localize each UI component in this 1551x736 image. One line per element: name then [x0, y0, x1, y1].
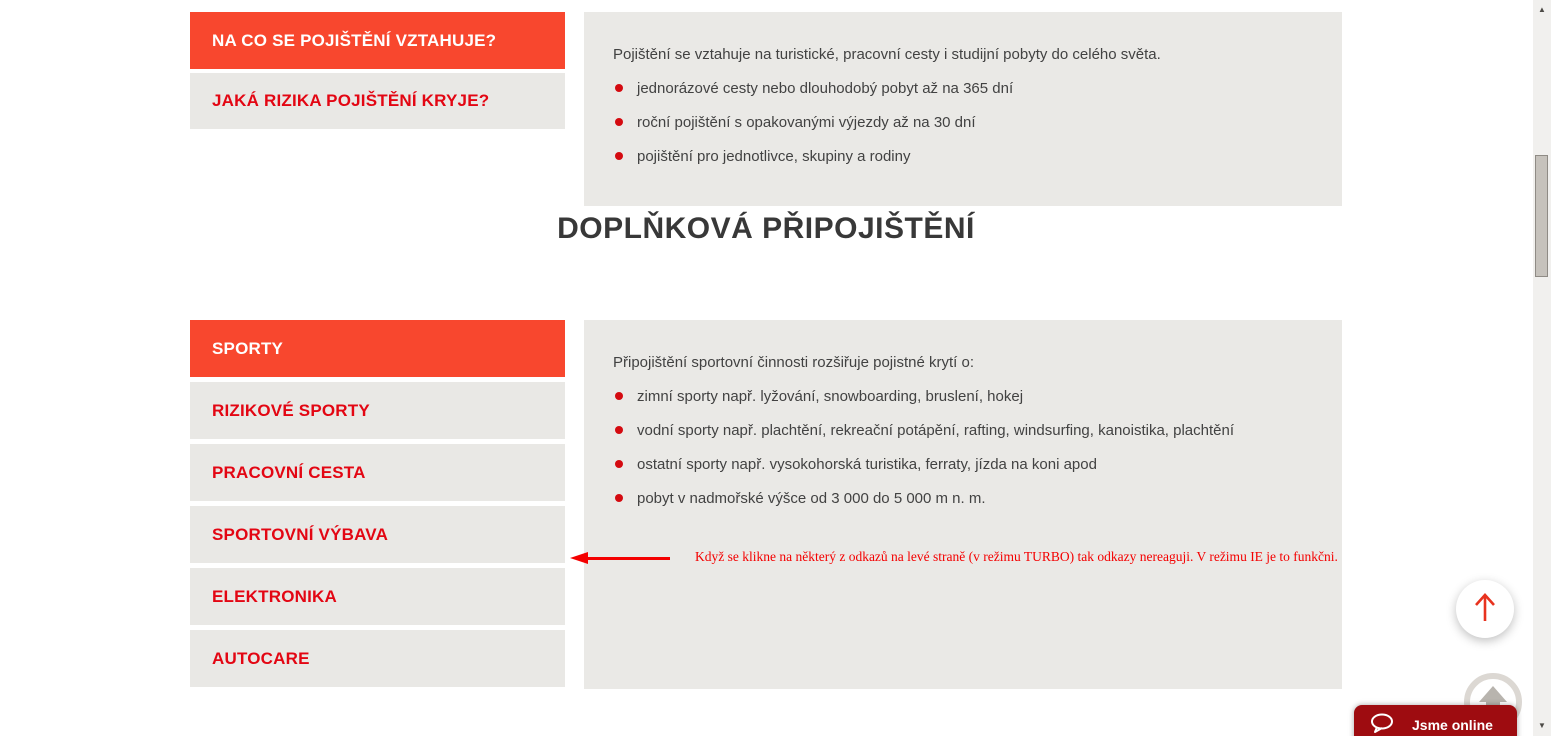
tab-sportovni-vybava[interactable]: [190, 506, 565, 563]
top-content-panel: [584, 12, 1342, 206]
list-item-text: roční pojištění s opakovanými výjezdy až na 30 dní: [637, 113, 976, 131]
scroll-to-top-button[interactable]: [1456, 580, 1514, 638]
scrollbar[interactable]: [1533, 0, 1551, 736]
arrow-up-icon: [1472, 590, 1498, 629]
bullet-icon: [615, 118, 623, 126]
tab-elektronika[interactable]: [190, 568, 565, 625]
qa-annotation: [570, 549, 1338, 565]
tab-rizikove-sporty[interactable]: [190, 382, 565, 439]
bullet-icon: [615, 494, 623, 502]
tab-jaka-rizika-pojisteni-kryje[interactable]: [190, 73, 565, 129]
bullet-icon: [615, 392, 623, 400]
bullet-icon: [615, 84, 623, 92]
list-item: [613, 481, 1312, 515]
bullet-icon: [615, 152, 623, 160]
list-item-text: jednorázové cesty nebo dlouhodobý pobyt až na 365 dní: [637, 79, 1014, 97]
chat-label: Jsme online: [1412, 717, 1493, 733]
annotation-text: Když se klikne na některý z odkazů na levé straně (v režimu TURBO) tak odkazy nereaguji. V režimu IE je to funkčni.: [695, 549, 1338, 564]
list-item: [613, 379, 1312, 413]
list-item-text: pojištění pro jednotlivce, skupiny a rodiny: [637, 147, 911, 165]
annotation-arrow-left-icon: [570, 552, 670, 564]
bullet-icon: [615, 426, 623, 434]
chat-widget-button[interactable]: [1354, 705, 1517, 736]
list-item: [613, 71, 1312, 105]
list-item: [613, 447, 1312, 481]
list-item-text: pobyt v nadmořské výšce od 3 000 do 5 000 m n. m.: [637, 489, 986, 507]
speech-bubble-icon: [1370, 713, 1394, 736]
tab-label: AUTOCARE: [212, 648, 310, 668]
scrollbar-thumb[interactable]: [1535, 155, 1548, 277]
list-item-text: vodní sporty např. plachtění, rekreační potápění, rafting, windsurfing, kanoistika, plachtění: [637, 421, 1235, 439]
tab-sporty[interactable]: [190, 320, 565, 377]
scrollbar-up-arrow-icon[interactable]: ▲: [1538, 5, 1546, 14]
tab-label: SPORTY: [212, 338, 284, 358]
panel-intro-text: Připojištění sportovní činnosti rozšiřuje pojistné krytí o:: [613, 354, 974, 371]
list-item-text: zimní sporty např. lyžování, snowboarding, bruslení, hokej: [637, 387, 1024, 405]
tab-pracovni-cesta[interactable]: [190, 444, 565, 501]
tab-label: ELEKTRONIKA: [212, 586, 337, 606]
list-item-text: ostatní sporty např. vysokohorská turistika, ferraty, jízda na koni apod: [637, 455, 1097, 473]
tab-na-co-se-pojisteni-vztahuje[interactable]: [190, 12, 565, 69]
tab-label: JAKÁ RIZIKA POJIŠTĚNÍ KRYJE?: [212, 91, 490, 110]
list-item: [613, 413, 1312, 447]
panel-intro-text: Pojištění se vztahuje na turistické, pracovní cesty i studijní pobyty do celého světa.: [613, 46, 1161, 63]
tab-label: RIZIKOVÉ SPORTY: [212, 400, 370, 420]
bullet-icon: [615, 460, 623, 468]
page-title: DOPLŇKOVÁ PŘIPOJIŠTĚNÍ: [557, 212, 975, 245]
scrollbar-down-arrow-icon[interactable]: ▼: [1538, 721, 1546, 730]
tab-label: NA CO SE POJIŠTĚNÍ VZTAHUJE?: [212, 30, 497, 50]
list-item: [613, 105, 1312, 139]
tab-label: PRACOVNÍ CESTA: [212, 462, 366, 482]
tab-label: SPORTOVNÍ VÝBAVA: [212, 524, 389, 544]
list-item: [613, 139, 1312, 173]
bottom-content-panel: [584, 320, 1342, 689]
tab-autocare[interactable]: [190, 630, 565, 687]
